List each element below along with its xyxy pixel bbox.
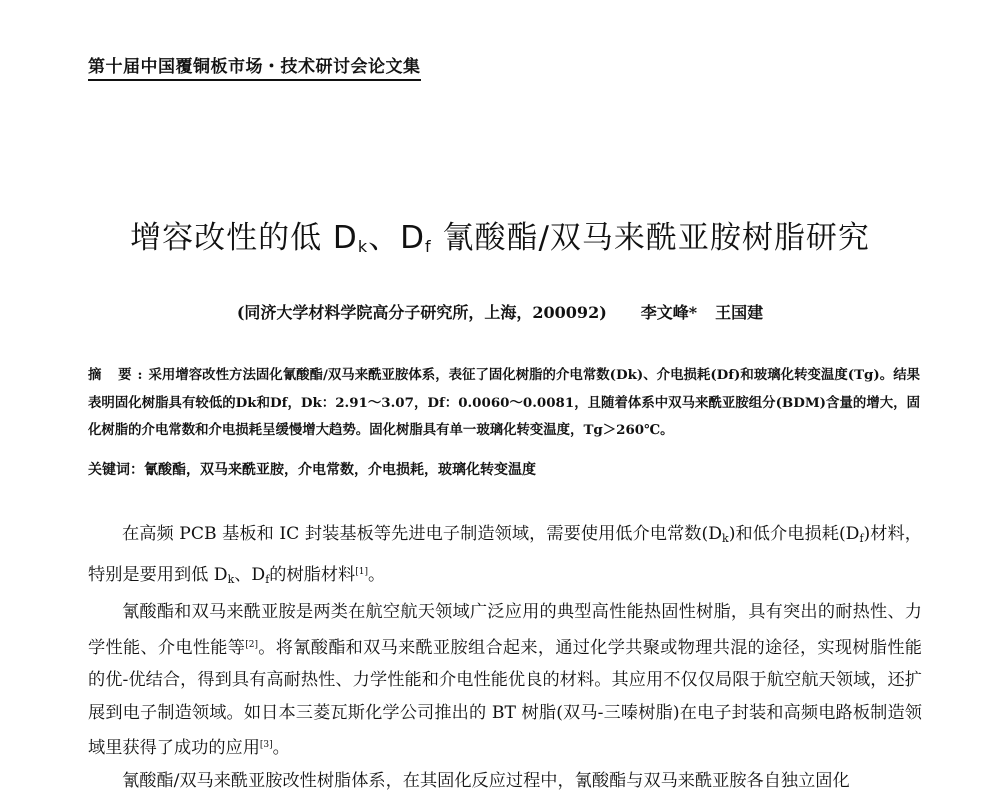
title-subscript-k: k	[358, 237, 368, 256]
keywords-label: 关键词：	[88, 462, 144, 478]
keywords	[88, 459, 920, 479]
abstract-line-1: 采用增容改性方法固化氰酸酯/双马来酰亚胺体系，表征了固化树脂的介电常数(Dk)、介电损耗(Df)和玻璃化转变	[148, 367, 820, 383]
affiliation: (同济大学材料学院高分子研究所，上海，200092)	[237, 303, 607, 322]
citation-2: [2]	[245, 640, 258, 650]
title-part-2: 、D	[368, 220, 425, 256]
citation-1: [1]	[355, 567, 368, 577]
keywords-text: 氰酸酯，双马来酰亚胺，介电常数，介电损耗，玻璃化转变温度	[144, 462, 536, 478]
paragraph-2	[88, 596, 922, 765]
paragraph-2-text-b: 。将氰酸酯和双马来酰亚胺组合起来，通过化学共聚或物理共混的途径，实现树脂性能的优-优结合，得到具有高耐热性、力学性能和介电性能优良的材料。其应用不仅仅局限于航空航天领域，还扩展到电子制造领域。如日本三菱瓦斯化学公司推出的 BT 树脂(双马-三嗪树脂)在电子封装和高频电路板制造领域里获得了成功的应用	[88, 638, 922, 759]
subscript-k: k	[722, 532, 729, 545]
author-1: 李文峰*	[641, 303, 697, 322]
paragraph-1-text-e: 的树脂材料	[269, 565, 355, 585]
paragraph-3: 氰酸酯/双马来酰亚胺改性树脂体系，在其固化反应过程中，氰酸酯与双马来酰亚胺各自独立固化	[88, 765, 922, 797]
title-part-3: 氰酸酯/双马来酰亚胺树脂研究	[432, 220, 870, 256]
author-2: 王国建	[715, 303, 763, 322]
paragraph-1-text-d: 、D	[234, 565, 265, 585]
subscript-f-2: f	[265, 573, 269, 586]
paper-title	[0, 212, 1000, 257]
paragraph-1-text-a: 在高频 PCB 基板和 IC 封装基板等先进电子制造领域，需要使用低介电常数(D	[122, 524, 722, 544]
abstract	[88, 362, 920, 445]
paragraph-2-text-a: 氰酸酯和双马来酰亚胺是两类在航空航天领域广泛应用的典型高性能热固性树脂，具有突出的耐热性、力学性能、介电性能等	[88, 602, 922, 658]
paragraph-2-end: 。	[273, 738, 290, 758]
paragraph-1	[88, 518, 922, 596]
subscript-f: f	[859, 532, 863, 545]
running-header: 第十届中国覆铜板市场・技术研讨会论文集	[88, 52, 421, 81]
title-part-1: 增容改性的低 D	[130, 220, 358, 256]
subscript-k-2: k	[228, 573, 235, 586]
citation-3: [3]	[260, 740, 273, 750]
body-text	[88, 518, 922, 797]
abstract-label: 摘 要:	[88, 367, 148, 383]
abstract-line-3: 分(BDM)含量的增大，固化树脂的介电常数和介电损耗呈缓慢增大趋势。固化树脂具有单一玻璃化转变温度，Tg＞260℃。	[88, 395, 920, 439]
abstract-line-2: 温度(Tg)。结果表明固化树脂具有较低的Dk和Df，Dk：2.91～3.07，Df：0.0060～0.0081，且随着体系中双马来酰亚胺组	[88, 367, 920, 411]
paragraph-1-text-c: )材料，特别是要用到低 D	[88, 524, 922, 585]
title-subscript-f: f	[425, 237, 432, 256]
byline	[0, 300, 1000, 323]
paragraph-1-text-b: )和低介电损耗(D	[729, 524, 860, 544]
paragraph-1-end: 。	[368, 565, 385, 585]
